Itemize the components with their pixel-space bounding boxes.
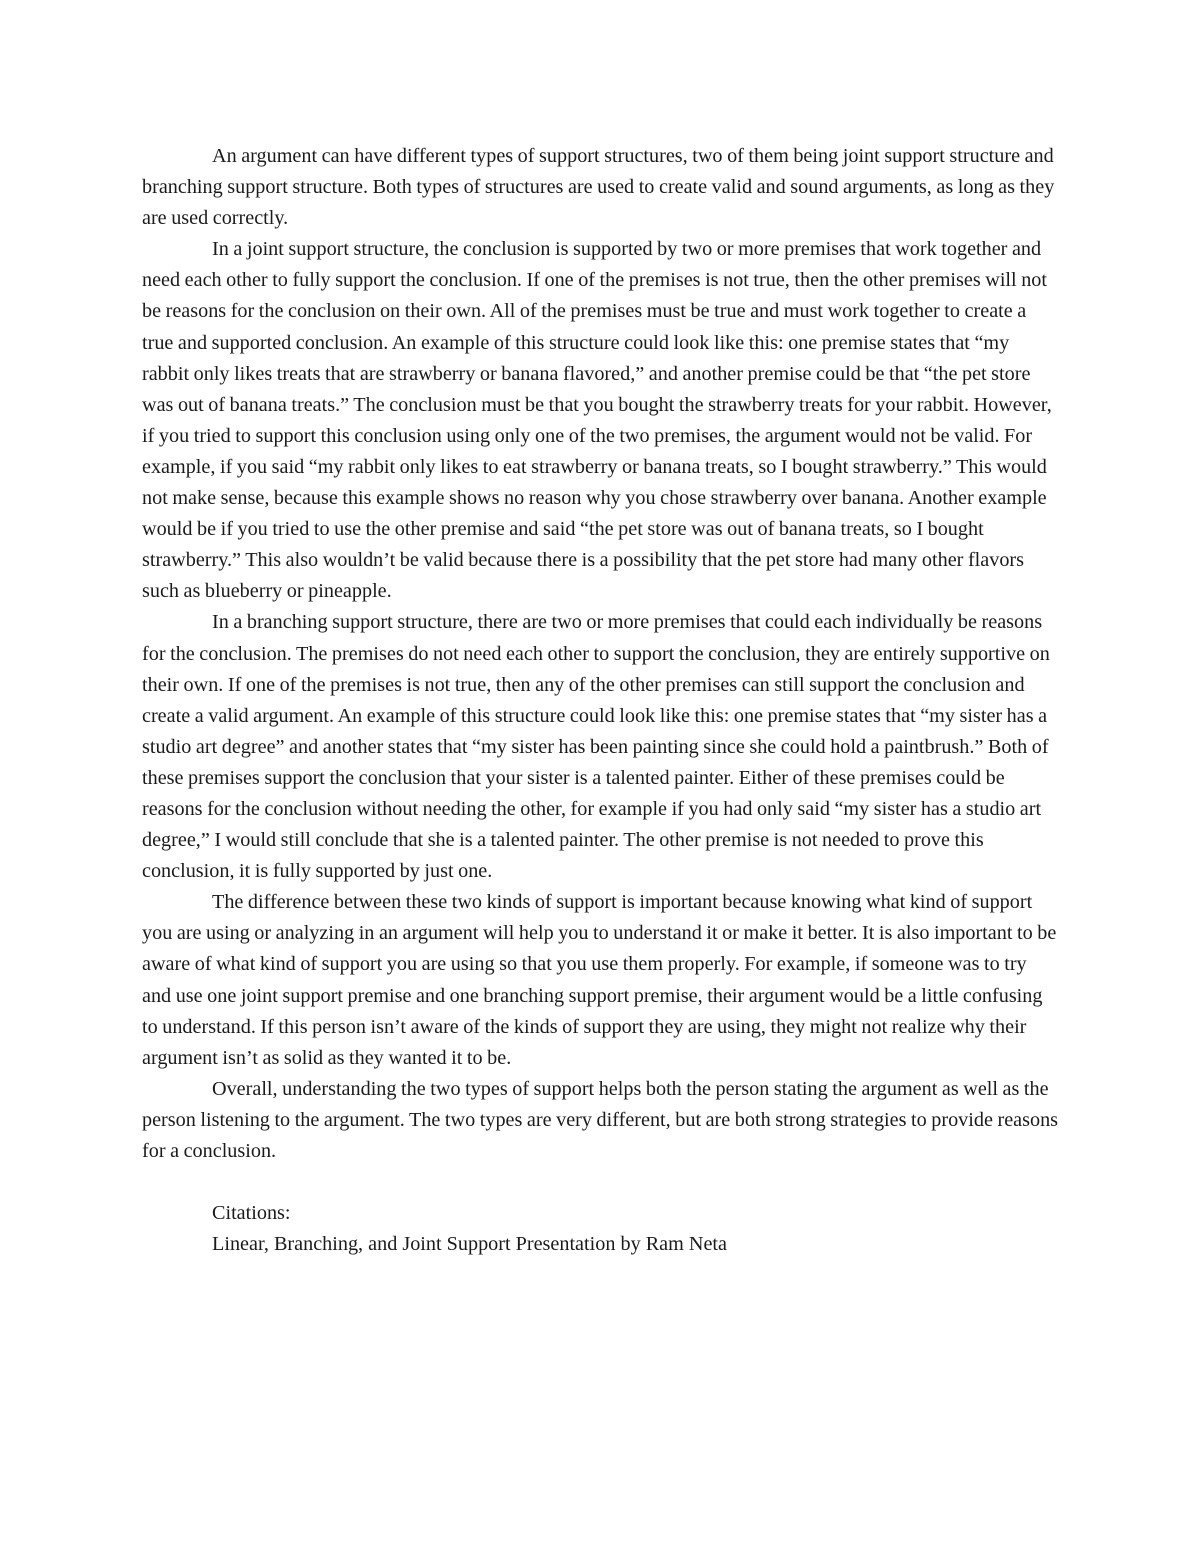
paragraph-branching-support: In a branching support structure, there are two or more premises that could each individually be reasons for the conclusion. The premises do not need each other to support the conclusion, they are entirely supportive on their own. If one of the premises is not true, then any of the other premises can still support the conclusion and create a valid argument. An example of this structure could look like this: one premise states that “my sister has a studio art degree” and another states that “my sister has been painting since she could hold a paintbrush.” Both of these premises support the conclusion that your sister is a talented painter. Either of these premises could be reasons for the conclusion without needing the other, for example if you had only said “my sister has a studio art degree,” I would still conclude that she is a talented painter. The other premise is not needed to prove this conclusion, it is fully supported by just one. bbox=[142, 611, 1050, 883]
citations-heading: Citations: bbox=[212, 1202, 291, 1225]
blank-line bbox=[142, 1167, 1060, 1198]
paragraph-difference: The difference between these two kinds of support is important because knowing what kind of support you are using or analyzing in an argument will help you to understand it or make it better. It is also important to be aware of what kind of support you are using so that you use them properly. For example, if someone was to try and use one joint support premise and one branching support premise, their argument would be a little confusing to understand. If this person isn’t aware of the kinds of support they are using, they might not realize why their argument isn’t as solid as they wanted it to be. bbox=[142, 891, 1057, 1069]
paragraph-joint-support: In a joint support structure, the conclusion is supported by two or more premises that work together and need each other to fully support the conclusion. If one of the premises is not true, then the other premises will not be reasons for the conclusion on their own. All of the premises must be true and must work together to create a true and supported conclusion. An example of this structure could look like this: one premise states that “my rabbit only likes treats that are strawberry or banana flavored,” and another premise could be that “the pet store was out of banana treats.” The conclusion must be that you bought the strawberry treats for your rabbit. However, if you tried to support this conclusion using only one of the two premises, the argument would not be valid. For example, if you said “my rabbit only likes to eat strawberry or banana treats, so I bought strawberry.” This would not make sense, because this example shows no reason why you chose strawberry over banana. Another example would be if you tried to use the other premise and said “the pet store was out of banana treats, so I bought strawberry.” This also wouldn’t be valid because there is a possibility that the pet store had many other flavors such as blueberry or pineapple. bbox=[142, 238, 1052, 603]
paragraph-conclusion: Overall, understanding the two types of support helps both the person stating the argument as well as the person listening to the argument. The two types are very different, but are both strong strategies to provide reasons for a conclusion. bbox=[142, 1077, 1059, 1162]
citation-entry: Linear, Branching, and Joint Support Presentation by Ram Neta bbox=[212, 1233, 727, 1256]
document-body bbox=[142, 141, 1060, 1260]
paragraph-intro: An argument can have different types of support structures, two of them being joint support structure and branching support structure. Both types of structures are used to create valid and sound arguments, as long as they are used correctly. bbox=[142, 145, 1055, 230]
citations-section bbox=[142, 1198, 1060, 1260]
